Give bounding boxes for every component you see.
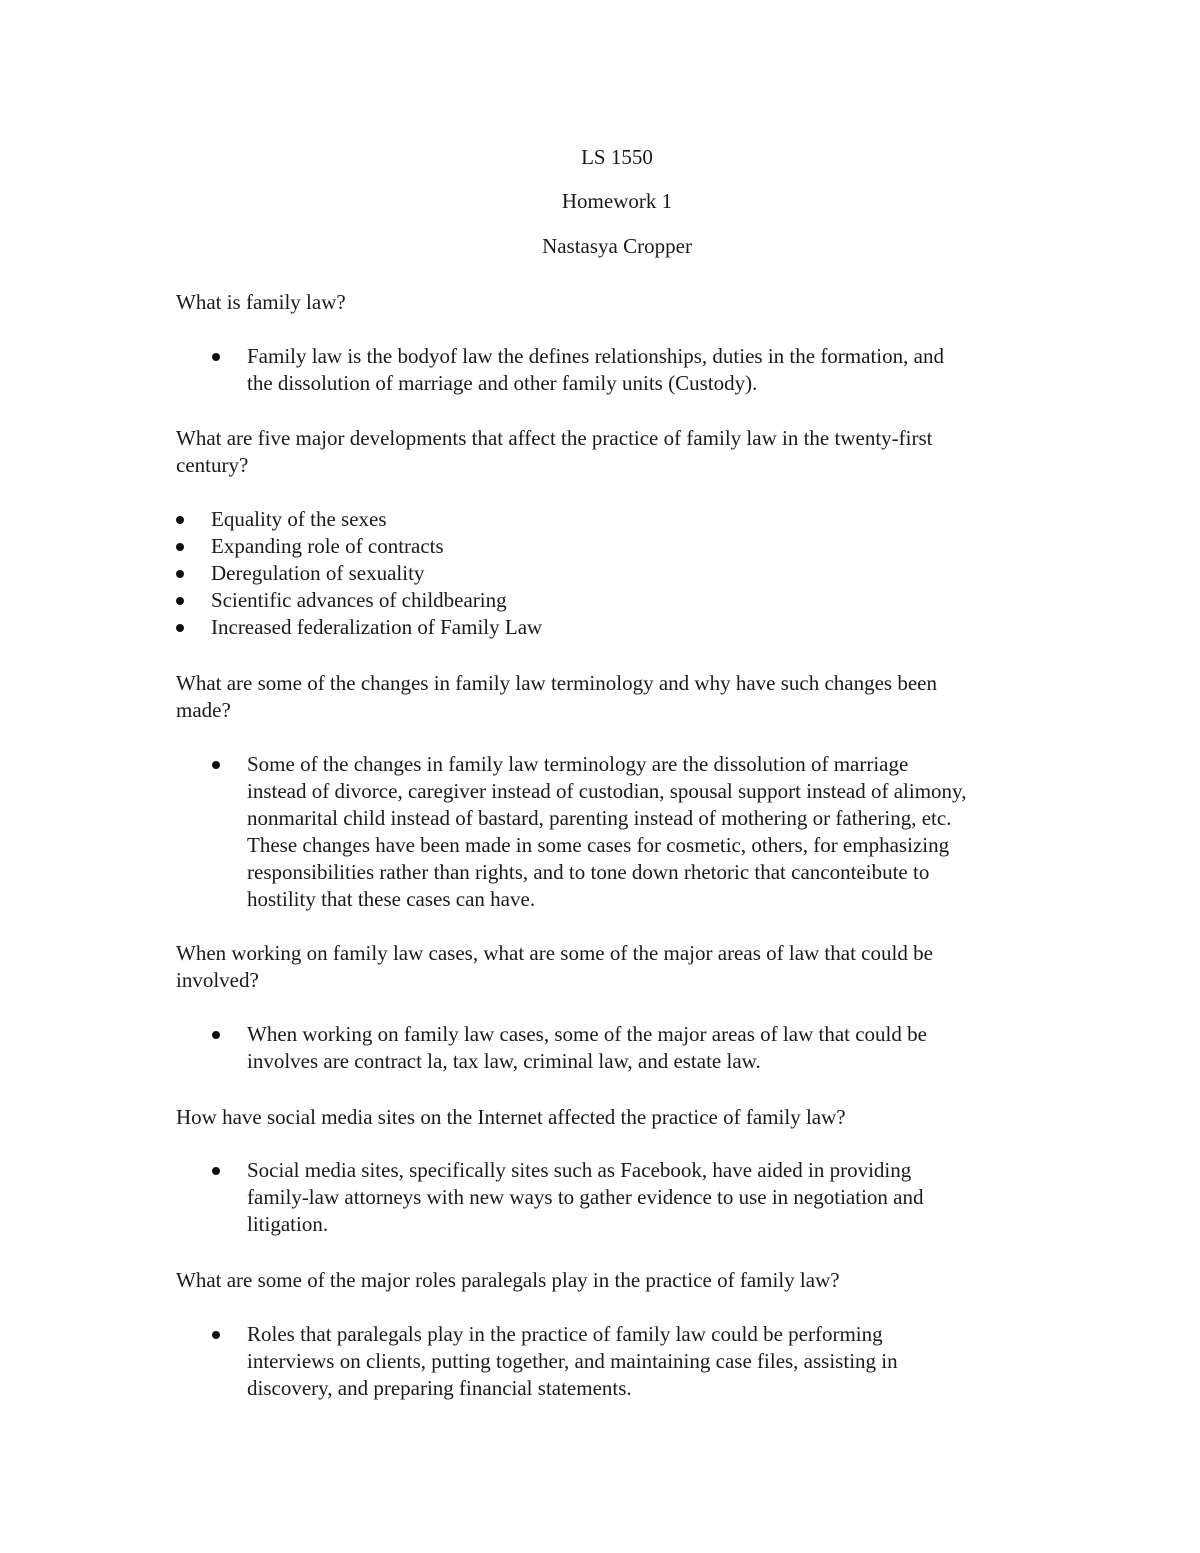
answer-line: nonmarital child instead of bastard, parenting instead of mothering or fathering, etc. bbox=[247, 806, 952, 830]
answer-3 bbox=[247, 751, 966, 913]
answer-line: discovery, and preparing financial statements. bbox=[247, 1376, 632, 1400]
answer-line: litigation. bbox=[247, 1212, 329, 1236]
answer-line: involves are contract la, tax law, criminal law, and estate law. bbox=[247, 1049, 761, 1073]
answer-line: interviews on clients, putting together, and maintaining case files, assisting in bbox=[247, 1349, 898, 1373]
answer-4 bbox=[247, 1021, 927, 1075]
question-line: involved? bbox=[176, 968, 259, 992]
list-item: Scientific advances of childbearing bbox=[211, 588, 507, 612]
answer-line: When working on family law cases, some of the major areas of law that could be bbox=[247, 1022, 927, 1046]
bullet-icon bbox=[212, 1031, 220, 1039]
answer-line: responsibilities rather than rights, and to tone down rhetoric that canconteibute to bbox=[247, 860, 930, 884]
course-title: LS 1550 bbox=[581, 145, 653, 169]
question-line: century? bbox=[176, 453, 249, 477]
assignment-title: Homework 1 bbox=[561, 189, 673, 213]
answer-line: instead of divorce, caregiver instead of custodian, spousal support instead of alimony, bbox=[247, 779, 967, 803]
bullet-icon bbox=[212, 1167, 220, 1175]
bullet-icon bbox=[176, 624, 184, 632]
answer-line: Family law is the bodyof law the defines relationships, duties in the formation, and bbox=[247, 344, 944, 368]
list-item: Deregulation of sexuality bbox=[211, 561, 425, 585]
question-line: made? bbox=[176, 698, 231, 722]
question-5: How have social media sites on the Internet affected the practice of family law? bbox=[176, 1105, 846, 1129]
answer-1 bbox=[247, 343, 944, 397]
question-6: What are some of the major roles paralegals play in the practice of family law? bbox=[176, 1268, 840, 1292]
bullet-icon bbox=[212, 761, 220, 769]
bullet-icon bbox=[212, 1331, 220, 1339]
answer-line: the dissolution of marriage and other family units (Custody). bbox=[247, 371, 758, 395]
answer-5 bbox=[247, 1157, 923, 1238]
question-1: What is family law? bbox=[176, 290, 346, 314]
question-line: What are five major developments that affect the practice of family law in the twenty-first bbox=[176, 426, 933, 450]
answer-6 bbox=[247, 1321, 898, 1402]
bullet-icon bbox=[176, 543, 184, 551]
bullet-icon bbox=[212, 353, 220, 361]
question-4 bbox=[176, 940, 1046, 994]
answer-line: Roles that paralegals play in the practice of family law could be performing bbox=[247, 1322, 883, 1346]
answer-line: hostility that these cases can have. bbox=[247, 887, 536, 911]
list-item: Expanding role of contracts bbox=[211, 534, 444, 558]
question-line: What are some of the changes in family law terminology and why have such changes been bbox=[176, 671, 937, 695]
bullet-icon bbox=[176, 570, 184, 578]
answer-line: family-law attorneys with new ways to gather evidence to use in negotiation and bbox=[247, 1185, 924, 1209]
list-item: Equality of the sexes bbox=[211, 507, 387, 531]
list-item: Increased federalization of Family Law bbox=[211, 615, 543, 639]
question-2 bbox=[176, 425, 1046, 479]
author-name: Nastasya Cropper bbox=[542, 234, 692, 258]
bullet-icon bbox=[176, 516, 184, 524]
question-line: When working on family law cases, what are some of the major areas of law that could be bbox=[176, 941, 933, 965]
question-3 bbox=[176, 670, 1046, 724]
answer-line: Some of the changes in family law terminology are the dissolution of marriage bbox=[247, 752, 909, 776]
answer-line: Social media sites, specifically sites such as Facebook, have aided in providing bbox=[247, 1158, 912, 1182]
answer-line: These changes have been made in some cases for cosmetic, others, for emphasizing bbox=[247, 833, 950, 857]
bullet-icon bbox=[176, 597, 184, 605]
